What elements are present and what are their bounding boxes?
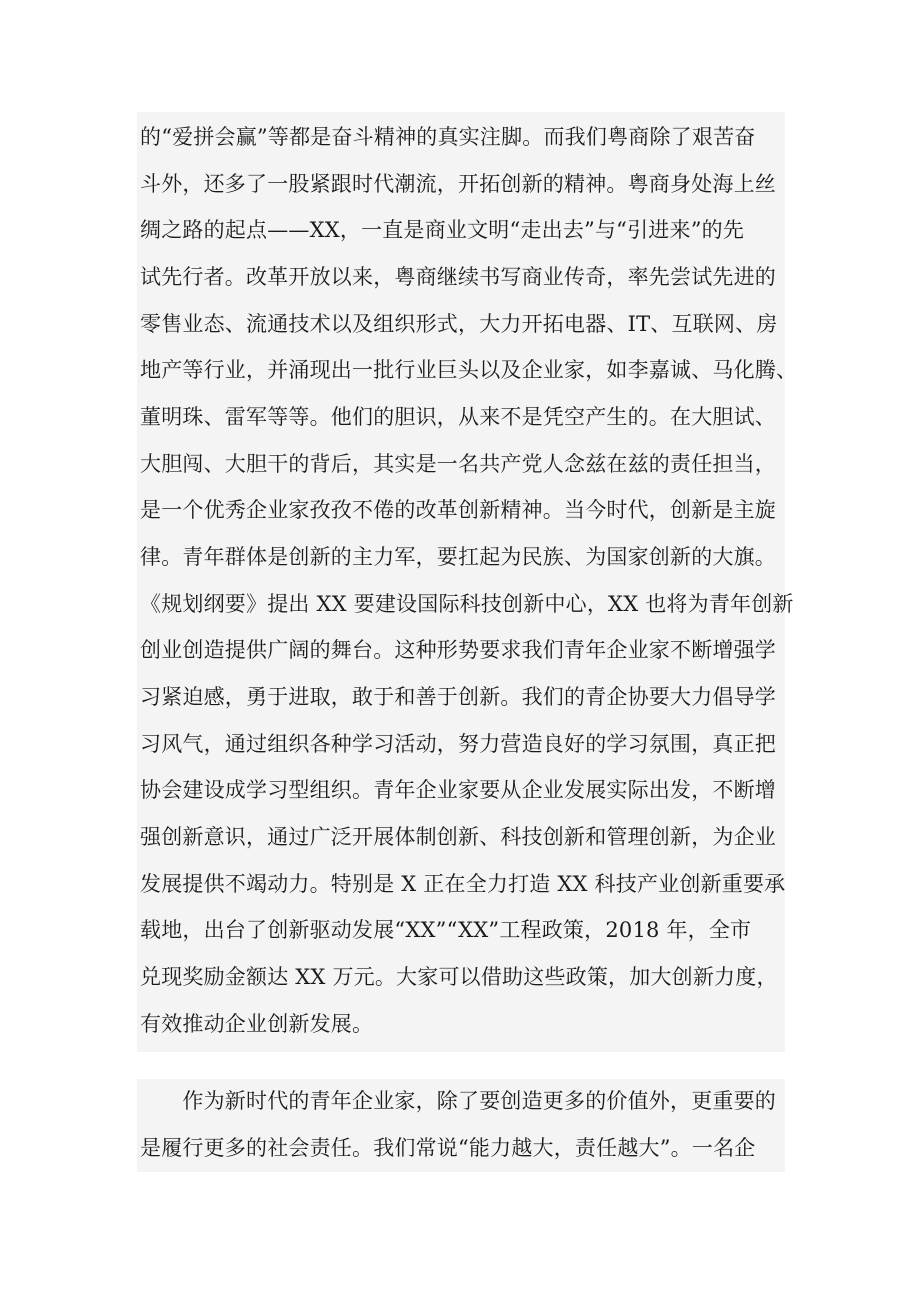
text-line: 强创新意识，通过广泛开展体制创新、科技创新和管理创新，为企业 (140, 825, 776, 849)
text-line: 斗外，还多了一股紧跟时代潮流，开拓创新的精神。粤商身处海上丝 (140, 172, 776, 196)
text-line: 试先行者。改革开放以来，粤商继续书写商业传奇，率先尝试先进的 (140, 265, 776, 289)
text-line: 零售业态、流通技术以及组织形式，大力开拓电器、IT、互联网、房 (140, 312, 778, 336)
text-line: 发展提供不竭动力。特别是 X 正在全力打造 XX 科技产业创新重要承 (140, 872, 786, 896)
text-line: 是履行更多的社会责任。我们常说“能力越大，责任越大”。一名企 (140, 1136, 756, 1160)
text-line: 协会建设成学习型组织。青年企业家要从企业发展实际出发，不断增 (140, 778, 776, 802)
paragraph-block (137, 1079, 785, 1172)
text-line: 的“爱拼会赢”等都是奋斗精神的真实注脚。而我们粤商除了艰苦奋 (140, 125, 756, 149)
text-line: 载地，出台了创新驱动发展“XX”“XX”工程政策，2018 年，全市 (140, 918, 752, 942)
paragraph-block (137, 112, 798, 1052)
text-line: 兑现奖励金额达 XX 万元。大家可以借助这些政策，加大创新力度， (140, 965, 778, 989)
text-line: 作为新时代的青年企业家，除了要创造更多的价值外，更重要的 (140, 1089, 776, 1113)
text-line: 董明珠、雷军等等。他们的胆识，从来不是凭空产生的。在大胆试、 (140, 405, 776, 429)
text-line: 《规划纲要》提出 XX 要建设国际科技创新中心，XX 也将为青年创新 (140, 592, 794, 616)
text-line: 绸之路的起点——XX，一直是商业文明“走出去”与“引进来”的先 (140, 218, 745, 242)
text-line: 习风气，通过组织各种学习活动，努力营造良好的学习氛围，真正把 (140, 732, 776, 756)
text-line: 地产等行业，并涌现出一批行业巨头以及企业家，如李嘉诚、马化腾、 (140, 358, 798, 382)
text-line: 有效推动企业创新发展。 (140, 1012, 374, 1036)
text-line: 大胆闯、大胆干的背后，其实是一名共产党人念兹在兹的责任担当， (140, 452, 776, 476)
text-line: 律。青年群体是创新的主力军，要扛起为民族、为国家创新的大旗。 (140, 545, 776, 569)
text-line: 是一个优秀企业家孜孜不倦的改革创新精神。当今时代，创新是主旋 (140, 498, 776, 522)
text-line: 习紧迫感，勇于进取，敢于和善于创新。我们的青企协要大力倡导学 (140, 685, 776, 709)
text-line: 创业创造提供广阔的舞台。这种形势要求我们青年企业家不断增强学 (140, 638, 776, 662)
